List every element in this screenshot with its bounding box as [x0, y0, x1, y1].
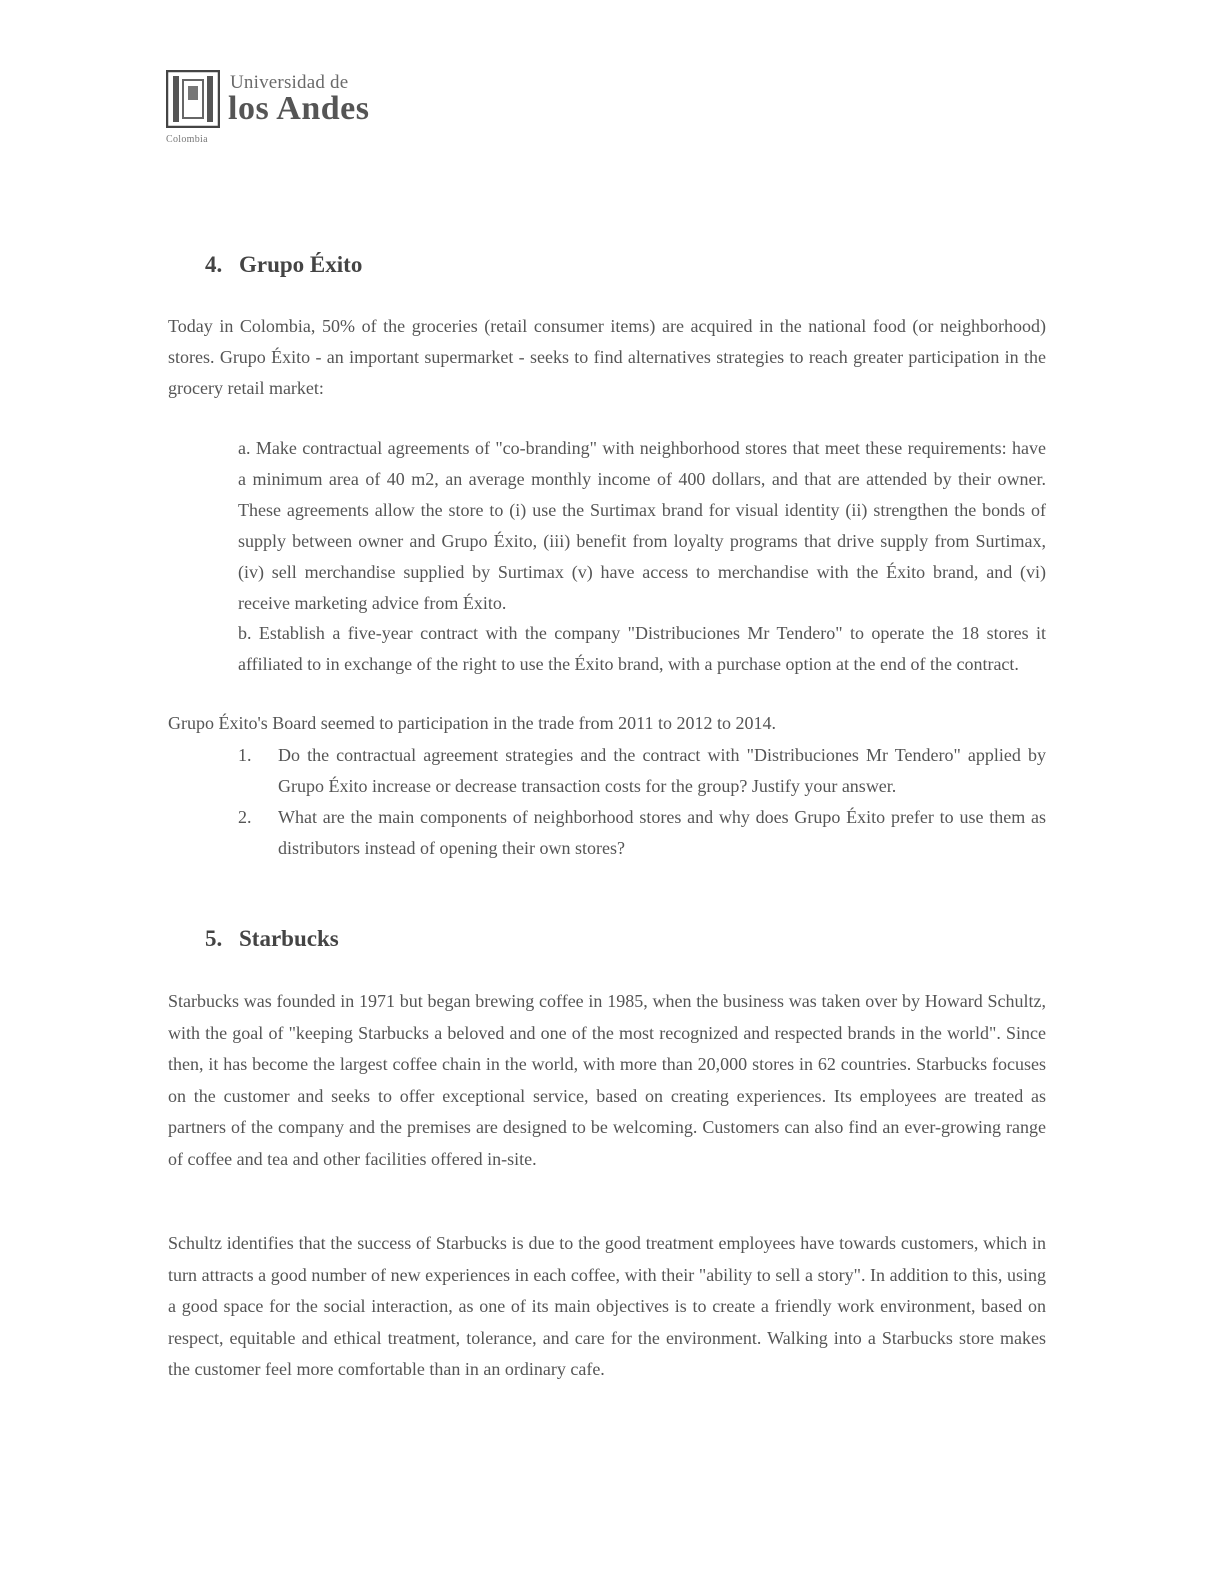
- logo-text-bottom: Colombia: [166, 134, 208, 145]
- list-item: 2. What are the main components of neighborhood stores and why does Grupo Éxito prefer to use them as distributors instead of opening their own stores?: [238, 807, 1046, 858]
- intro-paragraph: Today in Colombia, 50% of the groceries (retail consumer items) are acquired in the national food (or neighborhood) stores. Grupo Éxito - an important supermarket - seeks to find alternatives strategies to reach greater participation in the grocery retail market:: [168, 316, 1046, 398]
- starbucks-paragraph-1: Starbucks was founded in 1971 but began brewing coffee in 1985, when the business was taken over by Howard Schultz, with the goal of "keeping Starbucks a beloved and one of the most recognized and respected brands in the world". Since then, it has become the largest coffee chain in the world, with more than 20,000 stores in 62 countries. Starbucks focuses on the customer and seeks to offer exceptional service, based on creating experiences. Its employees are treated as partners of the company and the premises are designed to be welcoming. Customers can also find an ever-growing range of coffee and tea and other facilities offered in-site.: [168, 991, 1046, 1169]
- starbucks-paragraph-2: Schultz identifies that the success of Starbucks is due to the good treatment employees have towards customers, which in turn attracts a good number of new experiences in each coffee, with their "ability to sell a story". In addition to this, using a good space for the social interaction, as one of its main objectives is to create a friendly work environment, based on respect, equitable and ethical treatment, tolerance, and care for the environment. Walking into a Starbucks store makes the customer feel more comfortable than in an ordinary cafe.: [168, 1233, 1046, 1379]
- section-5-heading: [205, 926, 339, 952]
- section-title: Grupo Éxito: [239, 252, 363, 277]
- university-logo: [166, 70, 376, 150]
- questions-list: [238, 740, 1046, 864]
- section-4-heading: [205, 252, 362, 278]
- strategy-b-paragraph: b. Establish a five-year contract with the company "Distribuciones Mr Tendero" to operate the 18 stores it affiliated to in exchange of the right to use the Éxito brand, with a purchase option at the end of the contract.: [238, 623, 1046, 674]
- section-number: 5.: [205, 926, 223, 951]
- strategy-a-paragraph: a. Make contractual agreements of "co-branding" with neighborhood stores that meet these requirements: have a minimum area of 40 m2, an average monthly income of 400 dollars, and that are attended by their owner. These agreements allow the store to (i) use the Surtimax brand for visual identity (ii) strengthen the bonds of supply between owner and Grupo Éxito, (iii) benefit from loyalty programs that drive supply from Surtimax, (iv) sell merchandise supplied by Surtimax (v) have access to merchandise with the Éxito brand, and (vi) receive marketing advice from Éxito.: [238, 438, 1046, 613]
- logo-text-top: Universidad de: [230, 72, 349, 93]
- university-crest-icon: [166, 70, 220, 128]
- logo-text-main: los Andes: [228, 90, 370, 127]
- questions-intro: Grupo Éxito's Board seemed to participation in the trade from 2011 to 2012 to 2014.: [168, 713, 776, 733]
- list-item: 1. Do the contractual agreement strategies and the contract with "Distribuciones Mr Tendero" applied by Grupo Éxito increase or decrease transaction costs for the group? Justify your answer.: [238, 745, 1046, 796]
- section-title: Starbucks: [239, 926, 339, 951]
- section-number: 4.: [205, 252, 223, 277]
